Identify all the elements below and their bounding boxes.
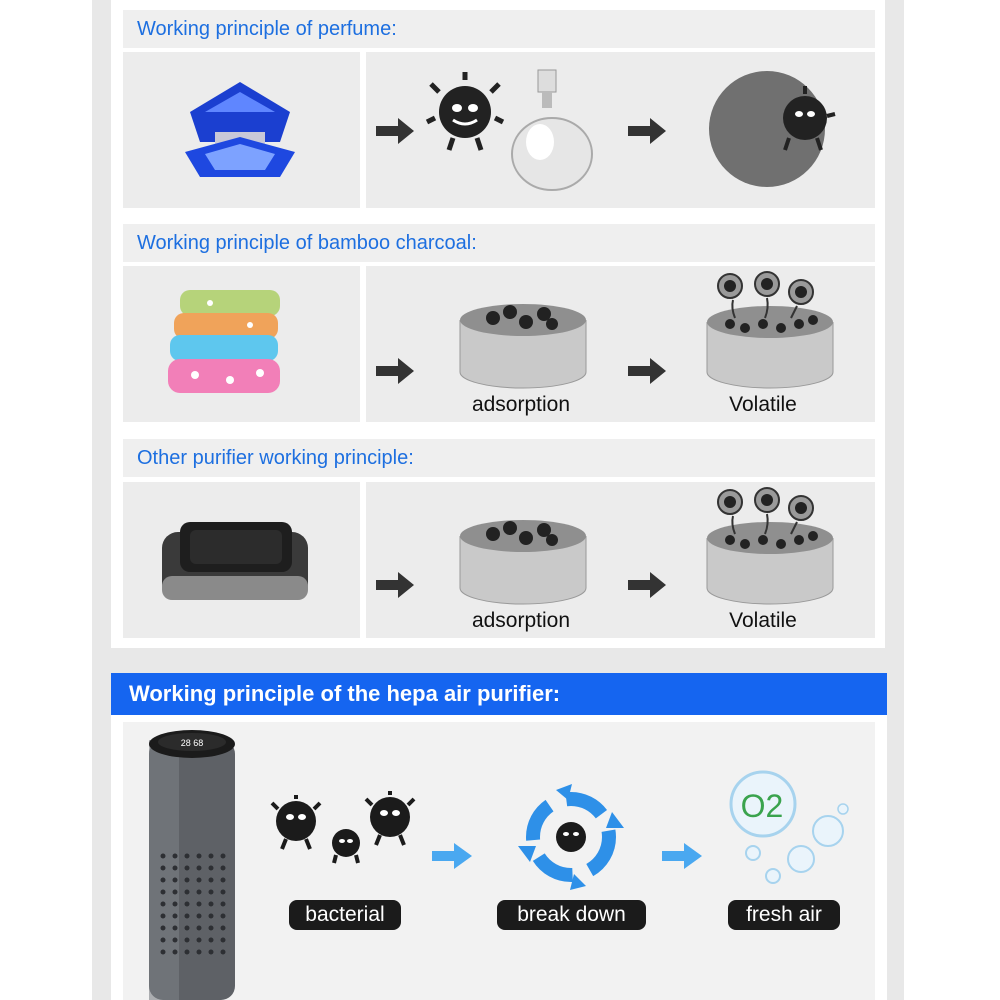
bacteria-icon — [425, 72, 505, 152]
masked-bacteria-icon — [705, 66, 835, 196]
adsorption-label: adsorption — [471, 393, 571, 416]
o2-bubbles-icon — [725, 764, 855, 890]
adsorption-cylinder-icon — [458, 518, 588, 608]
section-header-perfume: Working principle of perfume: — [123, 10, 875, 48]
car-purifier-image — [160, 522, 310, 604]
arrow-right-icon — [628, 358, 666, 384]
step-label-bacterial: bacterial — [289, 900, 401, 930]
arrow-right-icon — [376, 358, 414, 384]
charcoal-bags-image — [160, 285, 300, 405]
arrow-right-icon — [376, 118, 414, 144]
break-down-icon — [516, 782, 626, 892]
adsorption-cylinder-icon — [458, 302, 588, 392]
section-header-other-purifier: Other purifier working principle: — [123, 439, 875, 477]
section-header-bamboo: Working principle of bamboo charcoal: — [123, 224, 875, 262]
arrow-right-light-icon — [662, 843, 702, 869]
perfume-bottle-image — [170, 72, 310, 182]
hepa-section-title: Working principle of the hepa air purifier: — [111, 673, 887, 715]
step-label-break-down: break down — [497, 900, 646, 930]
step-label-fresh-air: fresh air — [728, 900, 840, 930]
arrow-right-light-icon — [432, 843, 472, 869]
volatile-cylinder-icon — [705, 272, 835, 392]
bacteria-group-icon — [268, 795, 418, 865]
volatile-cylinder-icon — [705, 488, 835, 608]
adsorption-label: adsorption — [471, 609, 571, 632]
volatile-label: Volatile — [729, 609, 797, 632]
volatile-label: Volatile — [729, 393, 797, 416]
perfume-spray-icon — [500, 62, 600, 192]
hepa-purifier-image — [145, 726, 240, 1000]
arrow-right-icon — [628, 118, 666, 144]
arrow-right-icon — [376, 572, 414, 598]
arrow-right-icon — [628, 572, 666, 598]
purifier-display-readout: 28 68 — [180, 738, 204, 748]
o2-label: O2 — [740, 788, 784, 824]
